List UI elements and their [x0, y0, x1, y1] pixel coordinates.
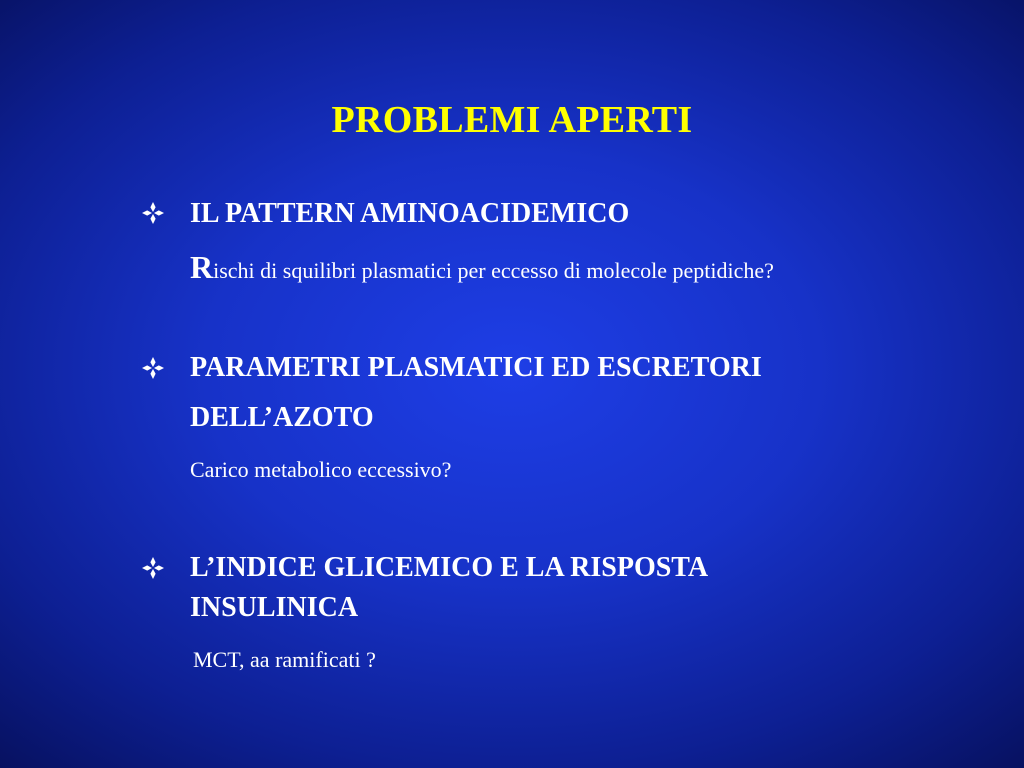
note-rest: ischi di squilibri plasmatici per eccesso di molecole peptidiche? [213, 258, 774, 283]
note-initial: R [190, 249, 214, 285]
bullet-heading-parametri-line2: DELL’AZOTO [190, 402, 374, 433]
diamond-bullet-icon [141, 201, 165, 225]
bullet-heading-parametri-line1: PARAMETRI PLASMATICI ED ESCRETORI [190, 352, 762, 383]
bullet-note-carico: Carico metabolico eccessivo? [190, 457, 452, 482]
bullet-heading-indice-line1: L’INDICE GLICEMICO E LA RISPOSTA [190, 552, 709, 583]
slide-title: PROBLEMI APERTI [331, 99, 693, 141]
bullet-heading-pattern: IL PATTERN AMINOACIDEMICO [190, 198, 630, 229]
bullet-note-rischi [190, 249, 774, 286]
bullet-heading-indice-line2: INSULINICA [190, 592, 359, 623]
bullet-note-mct: MCT, aa ramificati ? [193, 647, 376, 672]
diamond-bullet-icon [141, 356, 165, 380]
diamond-bullet-icon [141, 556, 165, 580]
